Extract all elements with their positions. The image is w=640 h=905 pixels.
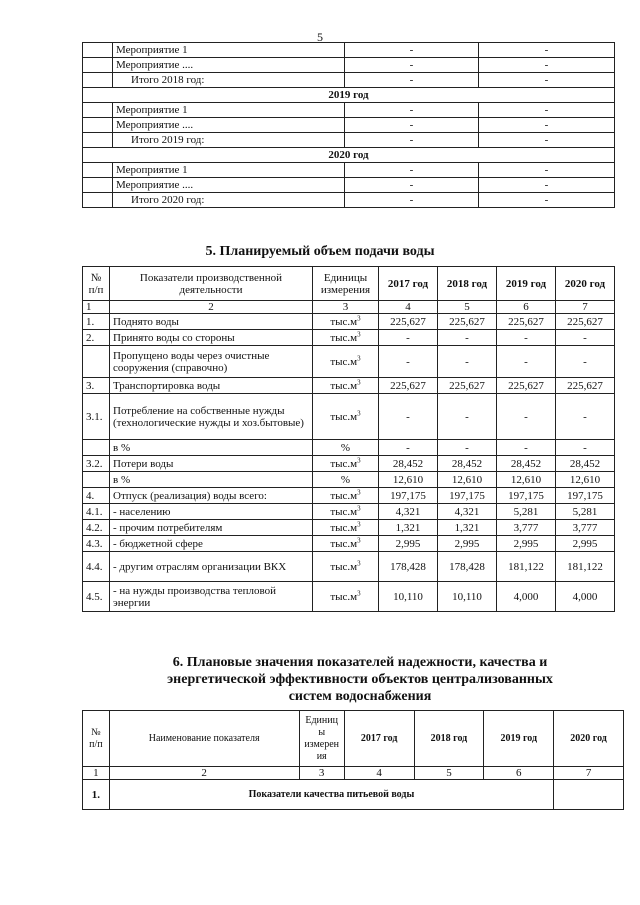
unit-text: тыс.м [330,410,358,423]
unit-superscript: 3 [357,535,361,544]
table-row [83,178,615,193]
row-number: 2. [83,330,110,346]
value-cell: 28,452 [379,456,438,472]
table-row [83,133,615,148]
empty-cell [83,58,113,73]
col-number: 7 [554,767,624,780]
row-number: 1. [83,314,110,330]
value-cell: - [345,58,479,73]
table-row [83,440,615,456]
table-row [83,330,615,346]
unit-text: тыс.м [330,537,358,550]
unit-superscript: 3 [357,408,361,417]
event-name: Мероприятие .... [113,178,345,193]
indicator-name: Транспортировка воды [110,378,313,394]
value-cell: 225,627 [497,314,556,330]
value-cell: 197,175 [556,488,615,504]
year-header: 2020 год [83,148,615,163]
unit-cell [313,504,379,520]
value-cell: 4,321 [379,504,438,520]
value-cell: - [556,330,615,346]
value-cell: - [345,133,479,148]
group-heading: Показатели качества питьевой воды [109,780,553,810]
unit-superscript: 3 [357,558,361,567]
unit-text: тыс.м [330,315,358,328]
value-cell: 181,122 [497,552,556,582]
indicator-name: - другим отраслям организации ВКХ [110,552,313,582]
row-number: 1. [83,780,110,810]
col-indicator-header: Показатели производственной деятельности [110,267,313,301]
unit-text: тыс.м [330,560,358,573]
unit-text: тыс.м [330,489,358,502]
year-header: 2019 год [83,88,615,103]
value-cell: 4,000 [497,582,556,612]
unit-superscript: 3 [357,487,361,496]
value-cell: - [345,193,479,208]
table-row [83,582,615,612]
table-row [83,193,615,208]
value-cell: - [479,133,615,148]
value-cell: 5,281 [556,504,615,520]
table-row [83,520,615,536]
value-cell: 2,995 [379,536,438,552]
row-number: 4.5. [83,582,110,612]
unit-superscript: 3 [357,329,361,338]
table-row [83,552,615,582]
col-number: 7 [556,301,615,314]
value-cell: - [379,440,438,456]
event-name: Итого 2020 год: [113,193,345,208]
value-cell: - [379,394,438,440]
value-cell: - [479,58,615,73]
event-name: Мероприятие .... [113,118,345,133]
table-row [83,103,615,118]
value-cell: 5,281 [497,504,556,520]
value-cell: 225,627 [497,378,556,394]
unit-text: % [340,473,351,486]
unit-cell [313,536,379,552]
indicator-name: Принято воды со стороны [110,330,313,346]
empty-cell [83,133,113,148]
col-number: 6 [497,301,556,314]
value-cell: 3,777 [497,520,556,536]
page-number: 5 [317,30,323,44]
value-cell: 181,122 [556,552,615,582]
col-2018-header: 2018 год [438,267,497,301]
table-row [83,488,615,504]
year-header-row [83,88,615,103]
col-unit-header: Единицы измерения [313,267,379,301]
row-number: 4.4. [83,552,110,582]
value-cell: 28,452 [438,456,497,472]
col-2020-header: 2020 год [554,711,624,767]
value-cell: - [345,118,479,133]
unit-superscript: 3 [357,503,361,512]
value-cell: 197,175 [497,488,556,504]
empty-cell [83,193,113,208]
col-number: 3 [313,301,379,314]
table-row [83,314,615,330]
table-row [83,536,615,552]
value-cell: 2,995 [497,536,556,552]
col-2020-header: 2020 год [556,267,615,301]
value-cell: 178,428 [438,552,497,582]
col-number: 5 [438,301,497,314]
col-number: 3 [299,767,344,780]
table-row [83,118,615,133]
row-number [83,440,110,456]
value-cell: 10,110 [379,582,438,612]
unit-superscript: 3 [357,313,361,322]
table-row [83,472,615,488]
section6-title: 6. Плановые значения показателей надежности, качества и энергетической эффективности объектов централизованных систем водоснабжения [167,655,553,704]
col-number: 2 [109,767,299,780]
row-number [83,472,110,488]
value-cell: 12,610 [438,472,497,488]
value-cell: 2,995 [438,536,497,552]
indicator-name: Отпуск (реализация) воды всего: [110,488,313,504]
value-cell: - [479,178,615,193]
unit-cell [313,330,379,346]
event-name: Мероприятие 1 [113,163,345,178]
value-cell: 225,627 [379,314,438,330]
value-cell: - [345,178,479,193]
value-cell: 2,995 [556,536,615,552]
row-number: 4.3. [83,536,110,552]
unit-cell [313,456,379,472]
water-supply-table [82,266,615,612]
value-cell: 178,428 [379,552,438,582]
row-number [83,346,110,378]
unit-text: тыс.м [330,505,358,518]
indicator-name: Потери воды [110,456,313,472]
empty-cell [83,43,113,58]
col-2019-header: 2019 год [497,267,556,301]
empty-cell [83,103,113,118]
table-row [83,378,615,394]
table-row [83,73,615,88]
indicator-name: - населению [110,504,313,520]
value-cell: 12,610 [497,472,556,488]
indicator-name: Потребление на собственные нужды (технологические нужды и хоз.бытовые) [110,394,313,440]
col-number: 1 [83,301,110,314]
event-name: Мероприятие 1 [113,103,345,118]
value-cell: 225,627 [556,378,615,394]
indicator-name: - бюджетной сфере [110,536,313,552]
value-cell: - [345,103,479,118]
event-name: Мероприятие 1 [113,43,345,58]
unit-cell [313,314,379,330]
unit-superscript: 3 [357,377,361,386]
value-cell: 12,610 [556,472,615,488]
value-cell: 28,452 [556,456,615,472]
unit-text: тыс.м [330,457,358,470]
unit-cell [313,582,379,612]
value-cell: - [479,193,615,208]
unit-text: % [340,441,351,454]
col-number: 6 [484,767,554,780]
unit-superscript: 3 [357,353,361,362]
table-row [83,43,615,58]
unit-cell [313,488,379,504]
value-cell: 3,777 [556,520,615,536]
table-row [83,346,615,378]
indicator-name: - прочим потребителям [110,520,313,536]
unit-superscript: 3 [357,588,361,597]
value-cell: - [479,118,615,133]
event-name: Мероприятие .... [113,58,345,73]
row-number: 4.1. [83,504,110,520]
value-cell: - [556,346,615,378]
value-cell: 197,175 [438,488,497,504]
value-cell: - [438,440,497,456]
col-number: 1 [83,767,110,780]
value-cell: - [497,440,556,456]
table-row [83,456,615,472]
value-cell: - [556,394,615,440]
value-cell: - [556,440,615,456]
unit-text: тыс.м [330,355,358,368]
col-unit-header: Единиц ы измерен ия [299,711,344,767]
value-cell: 225,627 [438,314,497,330]
unit-cell [313,520,379,536]
empty-cell [83,163,113,178]
year-header-row [83,148,615,163]
value-cell: 225,627 [556,314,615,330]
value-cell: - [479,43,615,58]
event-name: Итого 2019 год: [113,133,345,148]
unit-text: тыс.м [330,590,358,603]
value-cell: - [479,73,615,88]
empty-cell [83,73,113,88]
value-cell: 1,321 [438,520,497,536]
col-2018-header: 2018 год [414,711,484,767]
value-cell: 1,321 [379,520,438,536]
value-cell: - [379,330,438,346]
value-cell: - [438,330,497,346]
unit-cell [313,394,379,440]
row-number: 4. [83,488,110,504]
row-number: 3. [83,378,110,394]
quality-indicators-table [82,710,624,810]
unit-superscript: 3 [357,519,361,528]
indicator-name: Пропущено воды через очистные сооружения (справочно) [110,346,313,378]
col-2019-header: 2019 год [484,711,554,767]
value-cell: - [345,43,479,58]
indicator-name: в % [110,440,313,456]
unit-superscript: 3 [357,455,361,464]
table-row [83,504,615,520]
unit-text: тыс.м [330,521,358,534]
section5-title: 5. Планируемый объем подачи воды [205,244,435,259]
value-cell: - [497,346,556,378]
unit-cell [313,378,379,394]
col-number: 5 [414,767,484,780]
table-row [83,58,615,73]
table-row [83,394,615,440]
col-2017-header: 2017 год [344,711,414,767]
col-number: 2 [110,301,313,314]
indicator-name: Поднято воды [110,314,313,330]
indicator-name: в % [110,472,313,488]
value-cell: 225,627 [379,378,438,394]
value-cell: - [438,346,497,378]
value-cell: - [497,330,556,346]
empty-cell [83,178,113,193]
col-2017-header: 2017 год [379,267,438,301]
value-cell: 197,175 [379,488,438,504]
value-cell: 10,110 [438,582,497,612]
value-cell: - [345,73,479,88]
value-cell: - [479,103,615,118]
col-indicator-header: Наименование показателя [109,711,299,767]
col-num-header: № п/п [83,711,110,767]
value-cell: - [379,346,438,378]
unit-cell [313,346,379,378]
value-cell: 4,321 [438,504,497,520]
value-cell: 12,610 [379,472,438,488]
unit-cell [313,440,379,456]
value-cell: 28,452 [497,456,556,472]
empty-cell [554,780,624,810]
col-number: 4 [379,301,438,314]
value-cell: - [497,394,556,440]
indicator-name: - на нужды производства тепловой энергии [110,582,313,612]
table-row [83,163,615,178]
value-cell: 4,000 [556,582,615,612]
unit-text: тыс.м [330,331,358,344]
value-cell: - [345,163,479,178]
value-cell: 225,627 [438,378,497,394]
col-num-header: № п/п [83,267,110,301]
events-table [82,42,615,208]
row-number: 4.2. [83,520,110,536]
unit-cell [313,552,379,582]
value-cell: - [479,163,615,178]
col-number: 4 [344,767,414,780]
row-number: 3.1. [83,394,110,440]
value-cell: - [438,394,497,440]
unit-text: тыс.м [330,379,358,392]
empty-cell [83,118,113,133]
unit-cell [313,472,379,488]
event-name: Итого 2018 год: [113,73,345,88]
row-number: 3.2. [83,456,110,472]
